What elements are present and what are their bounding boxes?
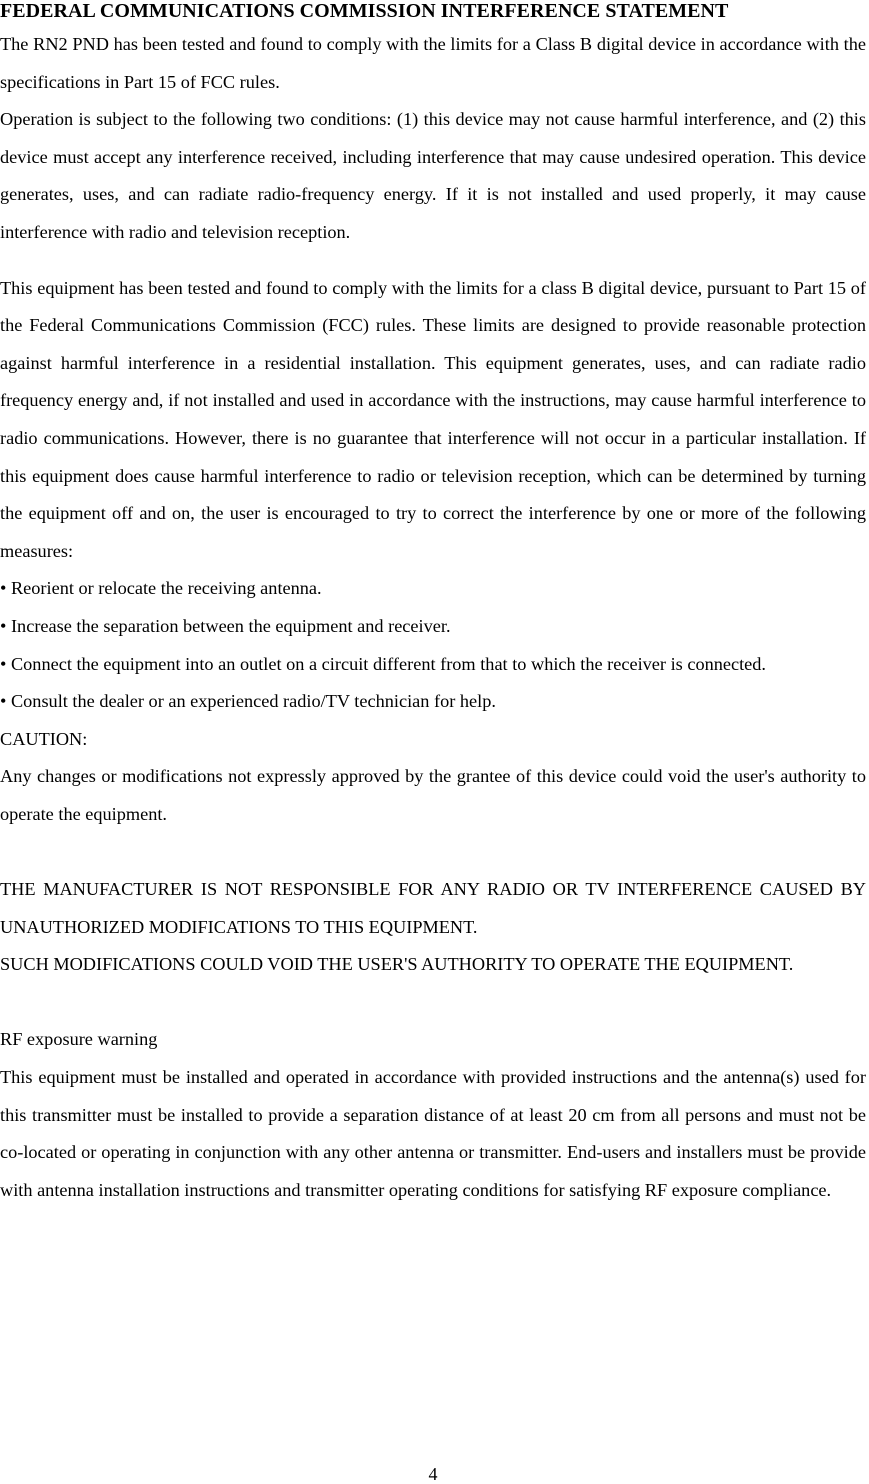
spacer: [0, 984, 866, 1022]
caution-text: Any changes or modifications not expressly approved by the grantee of this device could void the user's authority to operate the equipment.: [0, 766, 866, 824]
measure-item: • Increase the separation between the equipment and receiver.: [0, 615, 451, 636]
class-b-paragraph: This equipment has been tested and found to comply with the limits for a class B digital device, pursuant to Part 15 of the Federal Communications Commission (FCC) rules. These limits are designed to provide reasonable protection against harmful interference in a residential installation. This equipment generates, uses, and can radiate radio frequency energy and, if not installed and used in accordance with the instructions, may cause harmful interference to radio communications. However, there is no guarantee that interference will not occur in a particular installation. If this equipment does cause harmful interference to radio or television reception, which can be determined by turning the equipment off and on, the user is encouraged to try to correct the interference by one or more of the following measures:: [0, 277, 866, 561]
measure-item: • Connect the equipment into an outlet on a circuit different from that to which the receiver is connected.: [0, 653, 767, 674]
measure-item: • Consult the dealer or an experienced radio/TV technician for help.: [0, 691, 496, 712]
modifications-statement: SUCH MODIFICATIONS COULD VOID THE USER'S AUTHORITY TO OPERATE THE EQUIPMENT.: [0, 954, 794, 975]
conditions-paragraph: Operation is subject to the following two conditions: (1) this device may not cause harmful interference, and (2) this device must accept any interference received, including interference that may cause undesired operation. This device generates, uses, and can radiate radio-frequency energy. If it is not installed and used properly, it may cause interference with radio and television reception.: [0, 109, 866, 242]
compliance-paragraph: The RN2 PND has been tested and found to comply with the limits for a Class B digital device in accordance with the specifications in Part 15 of FCC rules.: [0, 34, 866, 92]
rf-text: This equipment must be installed and operated in accordance with provided instructions and the antenna(s) used for this transmitter must be installed to provide a separation distance of at least 20 cm from all persons and must not be co-located or operating in conjunction with any other antenna or transmitter. End-users and installers must be provide with antenna installation instructions and transmitter operating conditions for satisfying RF exposure compliance.: [0, 1067, 866, 1200]
rf-heading: RF exposure warning: [0, 1029, 158, 1050]
measure-item: • Reorient or relocate the receiving antenna.: [0, 578, 322, 599]
spacer: [0, 833, 866, 871]
page-number: 4: [428, 1464, 438, 1484]
caution-label: CAUTION:: [0, 728, 88, 749]
document-title: FEDERAL COMMUNICATIONS COMMISSION INTERFERENCE STATEMENT: [0, 0, 729, 22]
manufacturer-statement: THE MANUFACTURER IS NOT RESPONSIBLE FOR ANY RADIO OR TV INTERFERENCE CAUSED BY UNAUTHORIZED MODIFICATIONS TO THIS EQUIPMENT.: [0, 879, 866, 937]
